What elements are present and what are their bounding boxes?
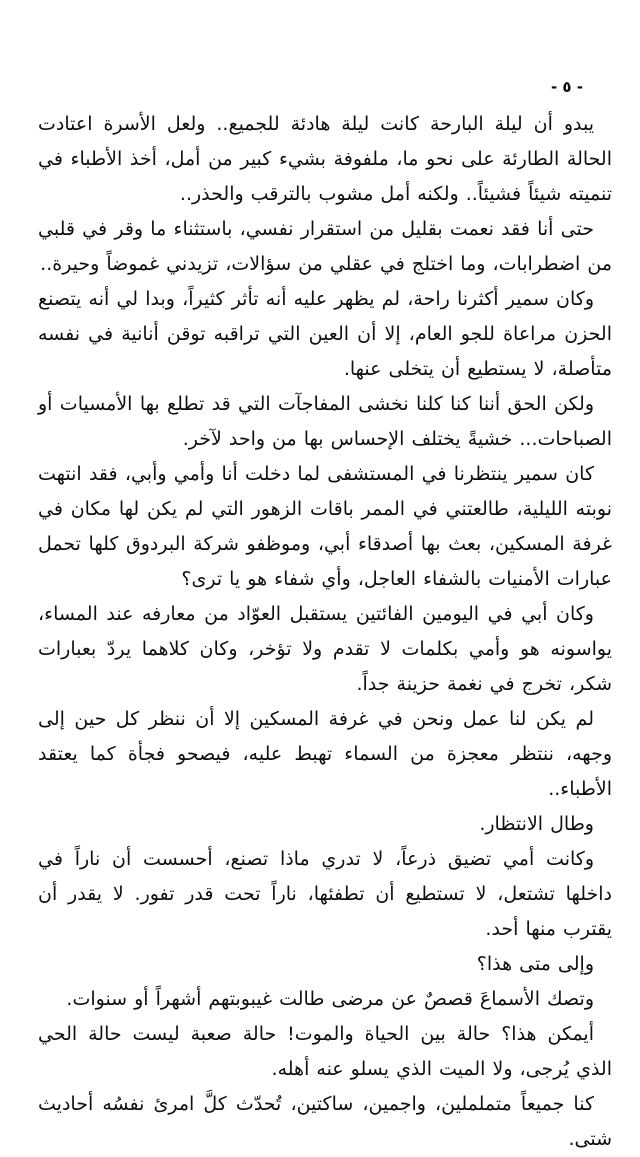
paragraph: كان سمير ينتظرنا في المستشفى لما دخلت أنا وأمي وأبي، فقد انتهت نوبته الليلية، طالعتني في الممر باقات الزهور التي لم يكن لها مكان في غرفة المسكين، بعث بها أصدقاء أبي، وموظفو شركة البردوق كلها تحمل عبارات الأمنيات بالشفاء العاجل، وأي شفاء هو يا ترى؟ — [38, 463, 612, 590]
paragraph: وكان سمير أكثرنا راحة، لم يظهر عليه أنه تأثر كثيراً، وبدا لي أنه يتصنع الحزن مراعاة للجو العام، إلا أن العين التي تراقبه توقن أنانية في نفسه متأصلة، لا يستطيع أن يتخلى عنها. — [38, 288, 612, 380]
paragraph: يبدو أن ليلة البارحة كانت ليلة هادئة للجميع.. ولعل الأسرة اعتادت الحالة الطارئة على نحو ما، ملفوفة بشيء كبير من أمل، أخذ الأطباء في تنميته شيئاً فشيئاً.. ولكنه أمل مشوب بالترقب والحذر.. — [38, 113, 612, 205]
paragraph: وإلى متى هذا؟ — [476, 953, 594, 975]
paragraph: كنا جميعاً متململين، واجمين، ساكتين، تُحدّث كلَّ امرئ نفسُه أحاديث شتى. — [38, 1093, 612, 1150]
paragraph: وكانت أمي تضيق ذرعاً، لا تدري ماذا تصنع، أحسست أن ناراً في داخلها تشتعل، لا تستطيع أن تطفئها، ناراً تحت قدر تفور. لا يقدر أن يقترب منها أحد. — [38, 848, 612, 940]
paragraph: لم يكن لنا عمل ونحن في غرفة المسكين إلا أن ننظر كل حين إلى وجهه، ننتظر معجزة من السماء تهبط عليه، فيصحو فجأة كما يعتقد الأطباء.. — [38, 708, 612, 800]
paragraph: وكان أبي في اليومين الفائتين يستقبل العوّاد من معارفه عند المساء، يواسونه هو وأمي بكلمات لا تقدم ولا تؤخر، وكان كلاهما يردّ بعبارات شكر، تخرج في نغمة حزينة جداً. — [38, 603, 612, 695]
paragraph: وتصك الأسماعَ قصصٌ عن مرضى طالت غيبوبتهم أشهراً أو سنوات. — [66, 988, 594, 1010]
paragraph: أيمكن هذا؟ حالة بين الحياة والموت! حالة صعبة ليست حالة الحي الذي يُرجى، ولا الميت الذي يسلو عنه أهله. — [38, 1023, 612, 1080]
paragraph: وطال الانتظار. — [479, 813, 594, 835]
text-block — [38, 107, 612, 1157]
paragraph: حتى أنا فقد نعمت بقليل من استقرار نفسي، باستثناء ما وقر في قلبي من اضطرابات، وما اختلج في عقلي من سؤالات، تزيدني غموضاً وحيرة.. — [38, 218, 612, 275]
paragraph: ولكن الحق أننا كنا كلنا نخشى المفاجآت التي قد تطلع بها الأمسيات أو الصباحات... خشيةً يختلف الإحساس بها من واحد لآخر. — [38, 393, 612, 450]
page-number: - ٥ - — [550, 78, 584, 96]
